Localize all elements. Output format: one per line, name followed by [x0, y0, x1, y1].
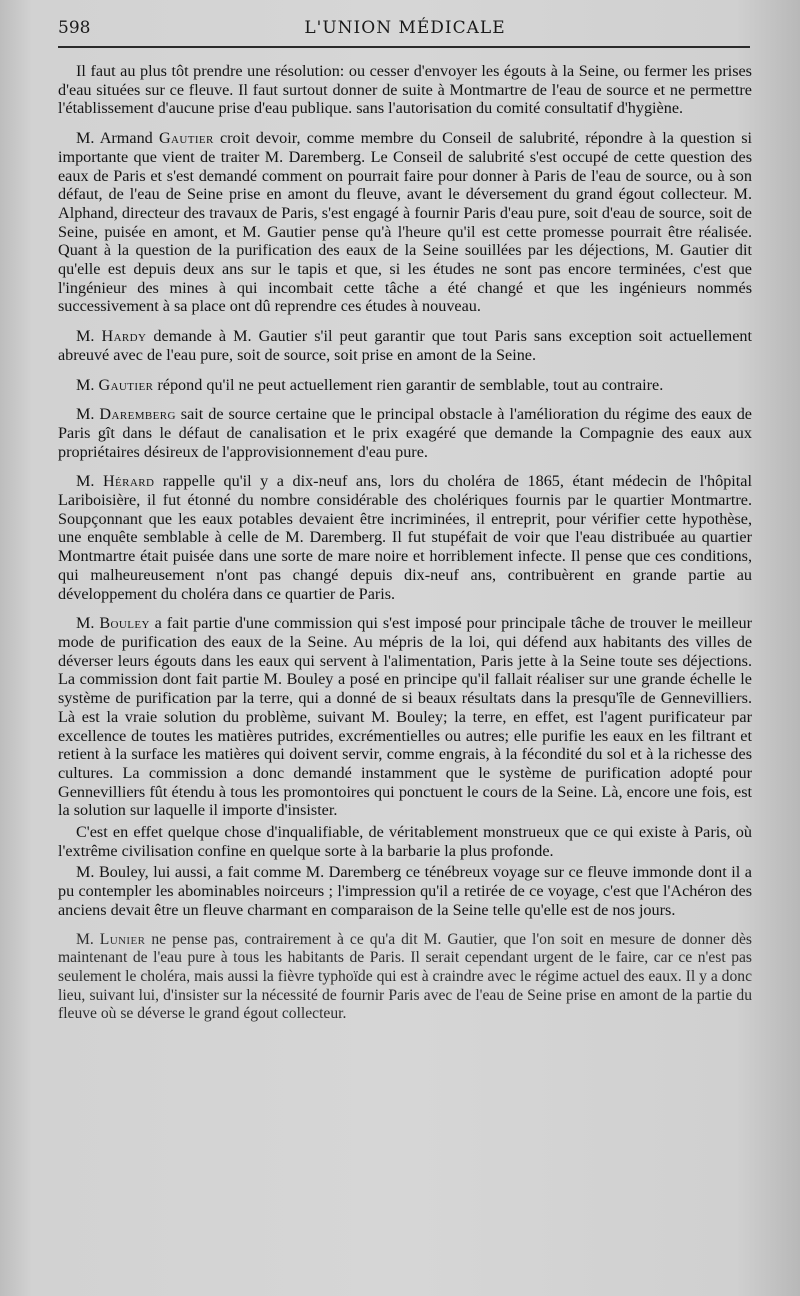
paragraph-text: répond qu'il ne peut actuellement rien garantir de semblable, tout au contraire.: [153, 375, 664, 394]
paragraph-text: C'est en effet quelque chose d'inqualifiable, de véritablement monstrueux que ce qui existe à Paris, où l'extrême civilisation confine en quelque sorte à la barbarie la plus profonde.: [58, 823, 752, 860]
paragraph: [58, 863, 752, 919]
speaker-prefix: M. Armand: [76, 129, 159, 148]
speaker-prefix: M.: [76, 472, 103, 491]
paragraph-text: croit devoir, comme membre du Conseil de salubrité, répondre à la question si importante que vient de traiter M. Daremberg. Le Conseil de salubrité s'est occupé de cette question des eaux de Paris et s'est demandé comment on pourrait faire pour donner à Paris de l'eau de source, ou à son défaut, de l'eau de Seine prise en amont du fleuve, avant le déversement du grand égout collecteur. M. Alphand, directeur des travaux de Paris, s'est engagé à fournir Paris d'eau pure, soit d'eau de source, soit de Seine, puisée en amont, et M. Gautier pense qu'à l'heure qu'il est cette promesse pourrait être réalisée. Quant à la question de la purification des eaux de la Seine souillées par les déjections, M. Gautier dit qu'elle est depuis deux ans sur le tapis et que, si les études ne sont pas encore terminées, c'est que l'ingénieur des mines à qui incombait cette tâche a été changé et que les ingénieurs nommés successivement à sa place ont dû reprendre ces études à nouveau.: [58, 129, 752, 316]
paragraph: [58, 472, 752, 603]
paragraph: [58, 327, 752, 364]
running-title: L'UNION MÉDICALE: [304, 18, 506, 38]
paragraph-text: sait de source certaine que le principal obstacle à l'amélioration du régime des eaux de Paris gît dans le défaut de canalisation et le prix exagéré que demande la Compagnie des eaux aux propriétaires désireux de l'approvisionnement d'eau pure.: [58, 405, 752, 461]
paragraph-text: ne pense pas, contrairement à ce qu'a dit M. Gautier, que l'on soit en mesure de donner dès maintenant de l'eau pure à tous les habitants de Paris. Il serait cependant urgent de le faire, car ce n'est pas seulement le choléra, mais aussi la fièvre typhoïde qui est à craindre avec le régime actuel des eaux. Il y a donc lieu, suivant lui, d'insister sur la nécessité de fournir Paris avec de l'eau de Seine prise en amont de la partie du fleuve où se déverse le grand égout collecteur.: [58, 930, 752, 1023]
paragraph-text: M. Bouley, lui aussi, a fait comme M. Daremberg ce ténébreux voyage sur ce fleuve immonde dont il a pu contempler les abominables noirceurs ; l'impression qu'il a retirée de ce voyage, c'est que l'Achéron des anciens devait être un fleuve charmant en comparaison de la Seine telle qu'elle est de nos jours.: [58, 863, 752, 919]
speaker-name: Gautier: [98, 375, 154, 394]
paragraph: [58, 129, 752, 316]
article-body: [58, 62, 752, 1035]
paragraph: [58, 62, 752, 118]
paragraph: [58, 614, 752, 820]
paragraph-text: rappelle qu'il y a dix-neuf ans, lors du choléra de 1865, étant médecin de l'hôpital Lariboisière, il fut étonné du nombre considérable des cholériques fournis par le quartier Montmartre. Soupçonnant que les eaux potables devaient être incriminées, il entreprit, pour vérifier cette hypothèse, une enquête semblable à celle de M. Daremberg. Il fut stupéfait de voir que l'eau distribuée au quartier Montmartre était puisée dans une sorte de mare noire et horriblement infecte. Il pense que ces conditions, qui malheureusement n'ont pas changé depuis dix-neuf ans, contribuèrent en grande partie au développement du choléra dans ce quartier de Paris.: [58, 472, 752, 603]
paragraph: [58, 376, 752, 395]
header-rule: [58, 46, 750, 48]
speaker-prefix: M.: [76, 375, 99, 394]
speaker-name: Hérard: [102, 472, 155, 491]
speaker-prefix: M.: [76, 614, 100, 633]
paragraph: [58, 405, 752, 461]
speaker-prefix: M.: [76, 930, 100, 948]
speaker-name: Daremberg: [99, 405, 176, 424]
speaker-name: Hardy: [101, 327, 147, 346]
speaker-name: Bouley: [99, 614, 150, 633]
speaker-prefix: M.: [76, 327, 102, 346]
page-header: [58, 14, 752, 48]
speaker-name: Lunier: [99, 930, 146, 948]
speaker-prefix: M.: [76, 405, 100, 424]
speaker-name: Gautier: [158, 129, 214, 148]
paragraph-text: Il faut au plus tôt prendre une résolution: ou cesser d'envoyer les égouts à la Seine, ou fermer les prises d'eau situées sur ce fleuve. Il faut surtout donner de suite à Montmartre de l'eau de source et ne permettre l'établissement d'aucune prise d'eau publique. sans l'autorisation du comité consultatif d'hygiène.: [58, 62, 752, 118]
paragraph-text: demande à M. Gautier s'il peut garantir que tout Paris sans exception soit actuellement abreuvé avec de l'eau pure, soit de source, soit prise en amont de la Seine.: [58, 327, 752, 364]
paragraph-text: a fait partie d'une commission qui s'est imposé pour principale tâche de trouver le meilleur mode de purification des eaux de la Seine. Au mépris de la loi, qui défend aux habitants des villes de déverser leurs égouts dans les eaux qui servent à l'alimentation, Paris jette à la Seine toute ses déjections. La commission dont fait partie M. Bouley a posé en principe qu'il fallait réaliser sur une grande échelle le système de purification par la terre, qui a donné de si beaux résultats dans la presqu'île de Gennevilliers. Là est la vraie solution du problème, suivant M. Bouley; la terre, en effet, est l'agent purificateur par excellence de toutes les matières putrides, excrémentielles ou autres; elle purifie les eaux en les filtrant et retient à la surface les matières qui doivent servir, comme engrais, à la fécondité du sol et à la richesse des cultures. La commission a donc demandé instamment que le système de purification adopté pour Gennevilliers fût étendu à tous les promontoires qui ponctuent le cours de la Seine. Là, encore une fois, est la solution sur laquelle il importe d'insister.: [58, 614, 752, 820]
paragraph: [58, 823, 752, 860]
page-number: 598: [58, 18, 91, 38]
paragraph: [58, 931, 752, 1025]
